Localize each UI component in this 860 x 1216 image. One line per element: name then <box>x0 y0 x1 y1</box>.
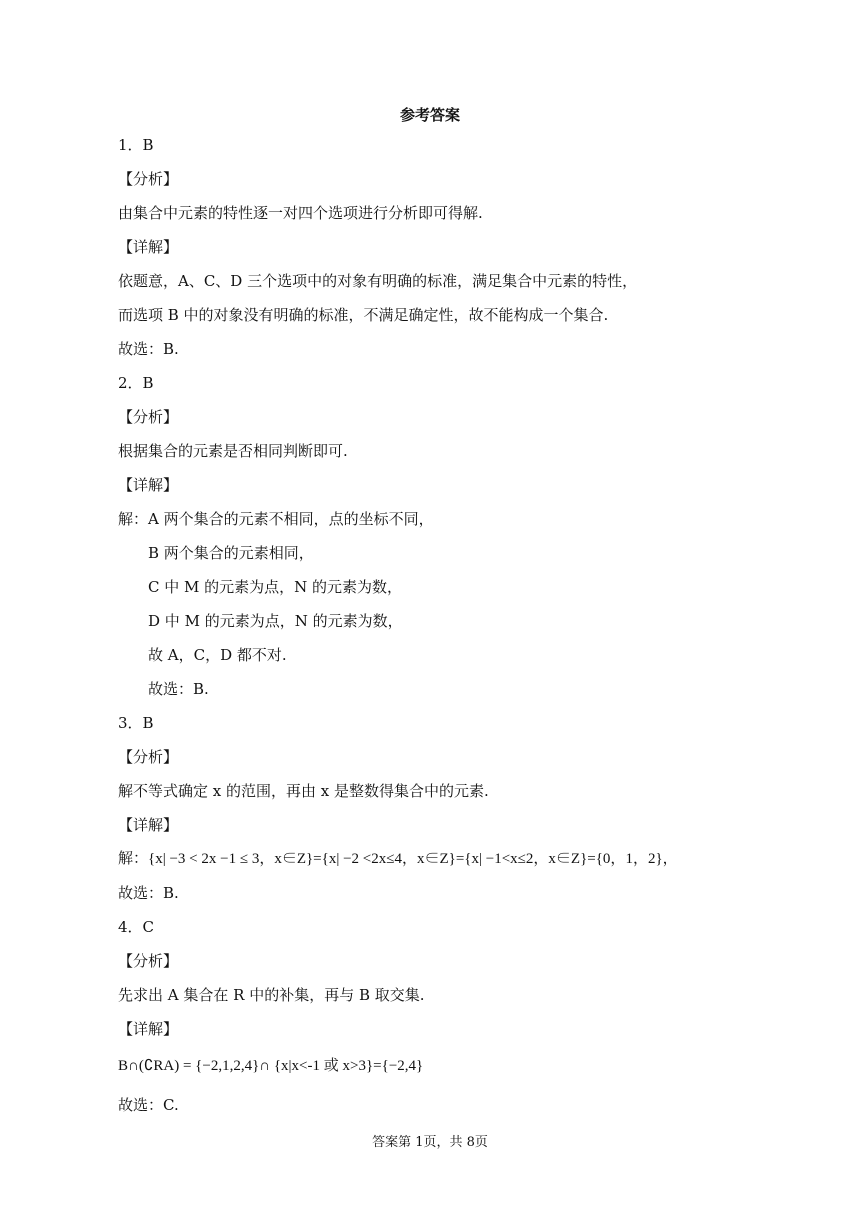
q2-analysis-heading: 【分析】 <box>118 408 179 426</box>
q1-answer: 故选：B. <box>118 340 179 358</box>
q1-number: 1．B <box>118 136 154 154</box>
q4-analysis-heading: 【分析】 <box>118 952 179 970</box>
q2-detail-line-2: B 两个集合的元素相同， <box>148 544 314 562</box>
q4-number: 4．C <box>118 918 155 936</box>
q2-analysis-text: 根据集合的元素是否相同判断即可. <box>118 442 348 460</box>
q4-detail-line-1: B∩(∁RA) = {−2,1,2,4}∩ {x|x<-1 或 x>3}={−2,4} <box>118 1058 424 1074</box>
q2-number: 2．B <box>118 374 154 392</box>
q2-detail-line-5: 故 A，C，D 都不对. <box>148 646 287 664</box>
q1-analysis-text: 由集合中元素的特性逐一对四个选项进行分析即可得解. <box>118 204 483 222</box>
q2-detail-line-4: D 中 M 的元素为点，N 的元素为数， <box>148 612 403 630</box>
q4-analysis-text: 先求出 A 集合在 R 中的补集，再与 B 取交集. <box>118 986 425 1004</box>
q2-detail-line-1: 解：A 两个集合的元素不相同，点的坐标不同， <box>118 510 434 528</box>
q3-number: 3．B <box>118 714 154 732</box>
q1-detail-line-1: 依题意，A、C、D 三个选项中的对象有明确的标准，满足集合中元素的特性， <box>118 272 638 290</box>
q1-detail-line-2: 而选项 B 中的对象没有明确的标准，不满足确定性，故不能构成一个集合. <box>118 306 609 324</box>
q1-analysis-heading: 【分析】 <box>118 170 179 188</box>
q4-answer: 故选：C. <box>118 1096 179 1114</box>
q3-detail-heading: 【详解】 <box>118 816 179 834</box>
page-title: 参考答案 <box>399 106 460 124</box>
q2-detail-line-3: C 中 M 的元素为点，N 的元素为数， <box>148 578 403 596</box>
q2-answer: 故选：B. <box>148 680 209 698</box>
q3-analysis-text: 解不等式确定 x 的范围，再由 x 是整数得集合中的元素. <box>118 782 489 800</box>
q2-detail-heading: 【详解】 <box>118 476 179 494</box>
q4-detail-heading: 【详解】 <box>118 1020 179 1038</box>
q3-analysis-heading: 【分析】 <box>118 748 179 766</box>
q3-detail-line-1: 解：{x| −3 < 2x −1 ≤ 3，x∈Z}={x| −2 <2x≤4，x∈Z}={x| −1<x≤2，x∈Z}={0，1，2}， <box>118 851 678 867</box>
page-footer: 答案第 1页，共 8页 <box>372 1135 488 1150</box>
q1-detail-heading: 【详解】 <box>118 238 179 256</box>
q3-answer: 故选：B. <box>118 884 179 902</box>
